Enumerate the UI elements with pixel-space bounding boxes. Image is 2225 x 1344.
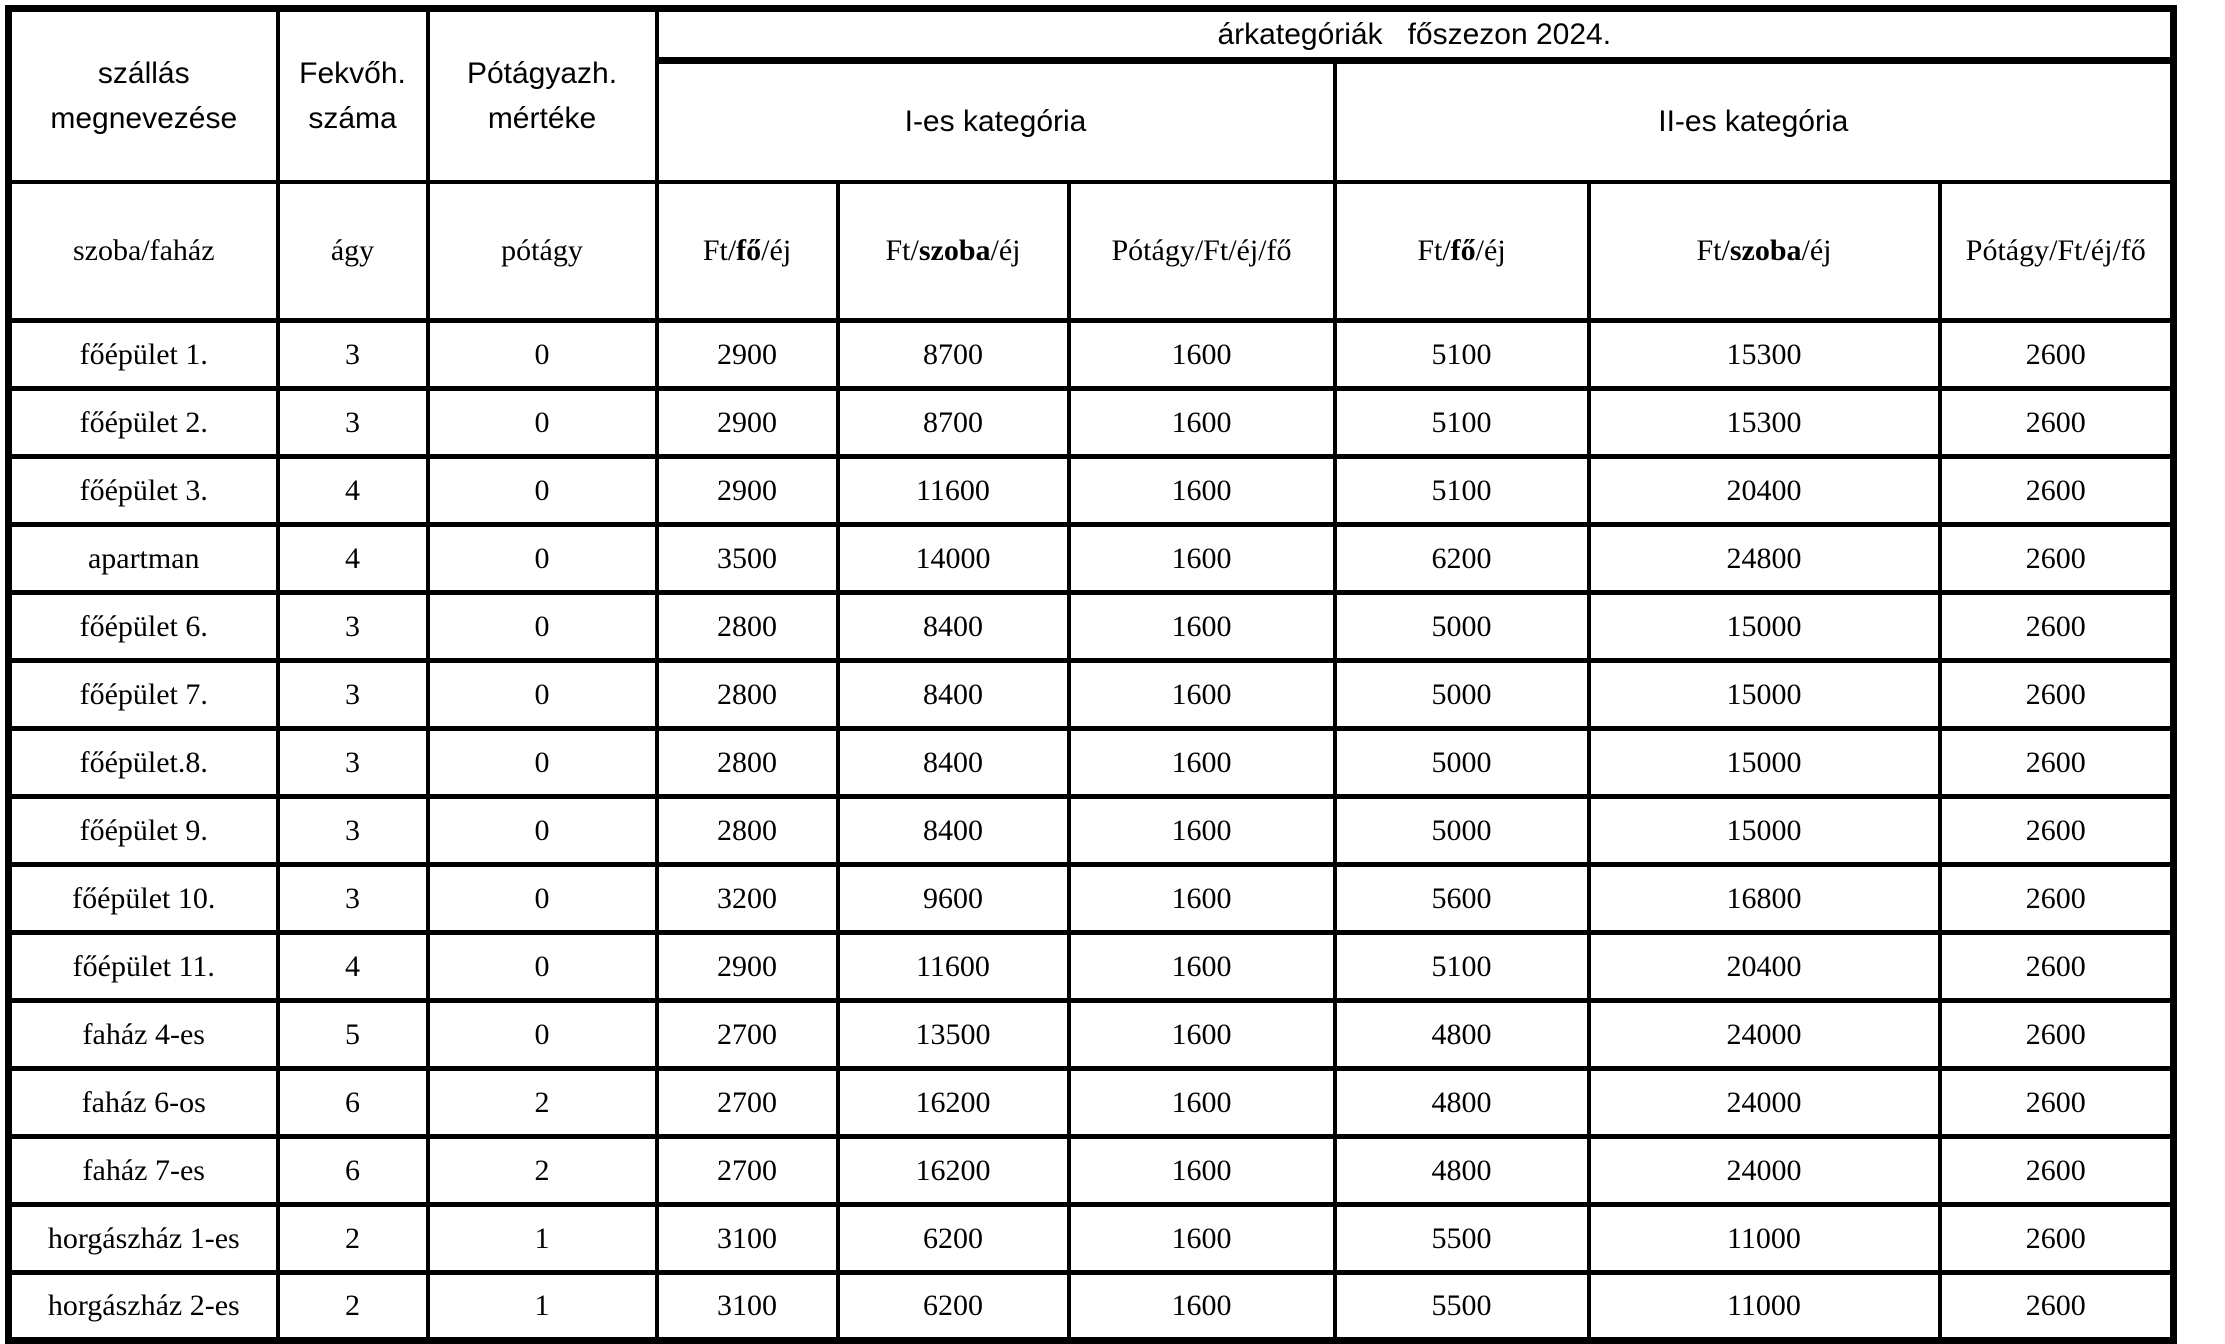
table-row — [9, 1137, 2174, 1205]
subheader-segment-bold: fő — [736, 233, 762, 267]
value-cell: 15300 — [1589, 321, 1940, 389]
value-cell: 2900 — [657, 321, 838, 389]
value-cell: 2900 — [657, 389, 838, 457]
subheader-segment: /éj — [1475, 233, 1506, 267]
table-row — [9, 865, 2174, 933]
value-cell: 24000 — [1589, 1137, 1940, 1205]
subheader-row — [9, 182, 2174, 321]
row-name-cell: főépület 3. — [9, 457, 278, 525]
value-cell: 2700 — [657, 1069, 838, 1137]
value-cell: 1600 — [1069, 389, 1335, 457]
subheader-segment: Ft/ — [1696, 233, 1730, 267]
value-cell: 15000 — [1589, 729, 1940, 797]
value-cell: 5100 — [1335, 389, 1589, 457]
value-cell: 5000 — [1335, 797, 1589, 865]
value-cell: 1600 — [1069, 1273, 1335, 1341]
value-cell: 8700 — [838, 321, 1069, 389]
table-row — [9, 1205, 2174, 1273]
value-cell: 0 — [428, 457, 657, 525]
value-cell: 2600 — [1940, 1137, 2174, 1205]
value-cell: 0 — [428, 865, 657, 933]
value-cell: 2 — [428, 1137, 657, 1205]
row-name-cell: főépület 10. — [9, 865, 278, 933]
row-name-cell: főépület 7. — [9, 661, 278, 729]
value-cell: 4800 — [1335, 1001, 1589, 1069]
value-cell: 1600 — [1069, 593, 1335, 661]
value-cell: 8400 — [838, 593, 1069, 661]
value-cell: 1600 — [1069, 933, 1335, 1001]
table-row — [9, 661, 2174, 729]
subheader-segment: Ft/ — [885, 233, 919, 267]
value-cell: 2900 — [657, 457, 838, 525]
value-cell: 3 — [278, 321, 428, 389]
value-cell: 1600 — [1069, 321, 1335, 389]
value-cell: 2800 — [657, 797, 838, 865]
row-name-cell: főépület 11. — [9, 933, 278, 1001]
value-cell: 8400 — [838, 661, 1069, 729]
value-cell: 1600 — [1069, 865, 1335, 933]
value-cell: 1600 — [1069, 1069, 1335, 1137]
value-cell: 2600 — [1940, 729, 2174, 797]
value-cell: 0 — [428, 729, 657, 797]
value-cell: 5000 — [1335, 661, 1589, 729]
table-row — [9, 729, 2174, 797]
table-row — [9, 1069, 2174, 1137]
value-cell: 1600 — [1069, 797, 1335, 865]
value-cell: 5600 — [1335, 865, 1589, 933]
value-cell: 5500 — [1335, 1273, 1589, 1341]
row-name-cell: horgászház 1-es — [9, 1205, 278, 1273]
row-name-cell: főépület 6. — [9, 593, 278, 661]
subheader-segment: Ft/ — [1417, 233, 1451, 267]
value-cell: 3200 — [657, 865, 838, 933]
subheader-cat1-price-per-person — [657, 182, 838, 321]
value-cell: 5 — [278, 1001, 428, 1069]
value-cell: 5100 — [1335, 933, 1589, 1001]
value-cell: 5000 — [1335, 593, 1589, 661]
value-cell: 2 — [278, 1205, 428, 1273]
header-extra-bed-capacity: Pótágyazh. mértéke — [428, 9, 657, 182]
value-cell: 11600 — [838, 457, 1069, 525]
value-cell: 24000 — [1589, 1069, 1940, 1137]
value-cell: 1600 — [1069, 1205, 1335, 1273]
value-cell: 11000 — [1589, 1205, 1940, 1273]
value-cell: 2 — [278, 1273, 428, 1341]
table-row — [9, 797, 2174, 865]
subheader-segment-bold: fő — [1450, 233, 1476, 267]
header-category-1: I-es kategória — [657, 61, 1335, 182]
row-name-cell: horgászház 2-es — [9, 1273, 278, 1341]
value-cell: 15000 — [1589, 593, 1940, 661]
header-bed-count: Fekvőh. száma — [278, 9, 428, 182]
value-cell: 2900 — [657, 933, 838, 1001]
value-cell: 0 — [428, 525, 657, 593]
value-cell: 15300 — [1589, 389, 1940, 457]
table-row — [9, 457, 2174, 525]
value-cell: 2600 — [1940, 661, 2174, 729]
value-cell: 1600 — [1069, 729, 1335, 797]
value-cell: 24800 — [1589, 525, 1940, 593]
value-cell: 2600 — [1940, 933, 2174, 1001]
value-cell: 1 — [428, 1205, 657, 1273]
value-cell: 11600 — [838, 933, 1069, 1001]
subheader-cat1-extra-bed-price: Pótágy/Ft/éj/fő — [1069, 182, 1335, 321]
value-cell: 0 — [428, 661, 657, 729]
subheader-segment: /éj — [761, 233, 792, 267]
value-cell: 9600 — [838, 865, 1069, 933]
value-cell: 4 — [278, 457, 428, 525]
value-cell: 3 — [278, 865, 428, 933]
value-cell: 3 — [278, 797, 428, 865]
value-cell: 8700 — [838, 389, 1069, 457]
value-cell: 1600 — [1069, 457, 1335, 525]
value-cell: 1600 — [1069, 1137, 1335, 1205]
row-name-cell: főépület 2. — [9, 389, 278, 457]
value-cell: 5100 — [1335, 321, 1589, 389]
table-row — [9, 389, 2174, 457]
value-cell: 6200 — [1335, 525, 1589, 593]
value-cell: 2600 — [1940, 865, 2174, 933]
value-cell: 14000 — [838, 525, 1069, 593]
row-name-cell: faház 7-es — [9, 1137, 278, 1205]
table-row — [9, 1001, 2174, 1069]
value-cell: 2800 — [657, 661, 838, 729]
header-accommodation-name: szállás megnevezése — [9, 9, 278, 182]
table-header — [9, 9, 2174, 321]
subheader-segment: /éj — [990, 233, 1021, 267]
row-name-cell: faház 4-es — [9, 1001, 278, 1069]
value-cell: 4800 — [1335, 1069, 1589, 1137]
value-cell: 2600 — [1940, 1205, 2174, 1273]
value-cell: 16200 — [838, 1137, 1069, 1205]
row-name-cell: főépület 1. — [9, 321, 278, 389]
value-cell: 0 — [428, 933, 657, 1001]
value-cell: 4 — [278, 933, 428, 1001]
subheader-segment-bold: szoba — [918, 233, 991, 267]
subheader-room-type: szoba/faház — [9, 182, 278, 321]
value-cell: 24000 — [1589, 1001, 1940, 1069]
value-cell: 5500 — [1335, 1205, 1589, 1273]
value-cell: 6 — [278, 1069, 428, 1137]
value-cell: 0 — [428, 321, 657, 389]
value-cell: 2600 — [1940, 389, 2174, 457]
price-table — [5, 5, 2177, 1344]
subheader-cat1-price-per-room — [838, 182, 1069, 321]
value-cell: 2 — [428, 1069, 657, 1137]
subheader-cat2-extra-bed-price: Pótágy/Ft/éj/fő — [1940, 182, 2174, 321]
subheader-bed: ágy — [278, 182, 428, 321]
value-cell: 2600 — [1940, 457, 2174, 525]
value-cell: 20400 — [1589, 933, 1940, 1001]
value-cell: 4800 — [1335, 1137, 1589, 1205]
subheader-extra-bed: pótágy — [428, 182, 657, 321]
table-row — [9, 321, 2174, 389]
value-cell: 3100 — [657, 1273, 838, 1341]
value-cell: 0 — [428, 1001, 657, 1069]
value-cell: 6200 — [838, 1205, 1069, 1273]
subheader-segment: /éj — [1801, 233, 1832, 267]
value-cell: 4 — [278, 525, 428, 593]
subheader-segment: Ft/ — [702, 233, 737, 267]
value-cell: 3500 — [657, 525, 838, 593]
value-cell: 6 — [278, 1137, 428, 1205]
title-row — [9, 9, 2174, 61]
value-cell: 2600 — [1940, 1273, 2174, 1341]
subheader-cat2-price-per-room — [1589, 182, 1940, 321]
value-cell: 1600 — [1069, 525, 1335, 593]
value-cell: 2600 — [1940, 797, 2174, 865]
value-cell: 8400 — [838, 729, 1069, 797]
value-cell: 0 — [428, 389, 657, 457]
value-cell: 6200 — [838, 1273, 1069, 1341]
value-cell: 13500 — [838, 1001, 1069, 1069]
value-cell: 8400 — [838, 797, 1069, 865]
row-name-cell: faház 6-os — [9, 1069, 278, 1137]
value-cell: 16800 — [1589, 865, 1940, 933]
value-cell: 3 — [278, 729, 428, 797]
value-cell: 5000 — [1335, 729, 1589, 797]
value-cell: 1600 — [1069, 1001, 1335, 1069]
value-cell: 2600 — [1940, 525, 2174, 593]
value-cell: 2700 — [657, 1001, 838, 1069]
value-cell: 11000 — [1589, 1273, 1940, 1341]
value-cell: 20400 — [1589, 457, 1940, 525]
row-name-cell: apartman — [9, 525, 278, 593]
value-cell: 2600 — [1940, 321, 2174, 389]
table-title: árkategóriák főszezon 2024. — [657, 9, 2174, 61]
value-cell: 3 — [278, 389, 428, 457]
table-row — [9, 593, 2174, 661]
value-cell: 2800 — [657, 729, 838, 797]
row-name-cell: főépület.8. — [9, 729, 278, 797]
value-cell: 1 — [428, 1273, 657, 1341]
value-cell: 2800 — [657, 593, 838, 661]
subheader-segment-bold: szoba — [1729, 233, 1802, 267]
value-cell: 15000 — [1589, 661, 1940, 729]
table-row — [9, 933, 2174, 1001]
row-name-cell: főépület 9. — [9, 797, 278, 865]
table-row — [9, 1273, 2174, 1341]
header-category-2: II-es kategória — [1335, 61, 2174, 182]
table-body — [9, 321, 2174, 1341]
value-cell: 5100 — [1335, 457, 1589, 525]
value-cell: 0 — [428, 593, 657, 661]
value-cell: 15000 — [1589, 797, 1940, 865]
value-cell: 2600 — [1940, 1001, 2174, 1069]
value-cell: 2700 — [657, 1137, 838, 1205]
value-cell: 2600 — [1940, 593, 2174, 661]
subheader-cat2-price-per-person — [1335, 182, 1589, 321]
table-row — [9, 525, 2174, 593]
value-cell: 3100 — [657, 1205, 838, 1273]
value-cell: 0 — [428, 797, 657, 865]
value-cell: 3 — [278, 661, 428, 729]
value-cell: 3 — [278, 593, 428, 661]
value-cell: 16200 — [838, 1069, 1069, 1137]
value-cell: 2600 — [1940, 1069, 2174, 1137]
value-cell: 1600 — [1069, 661, 1335, 729]
